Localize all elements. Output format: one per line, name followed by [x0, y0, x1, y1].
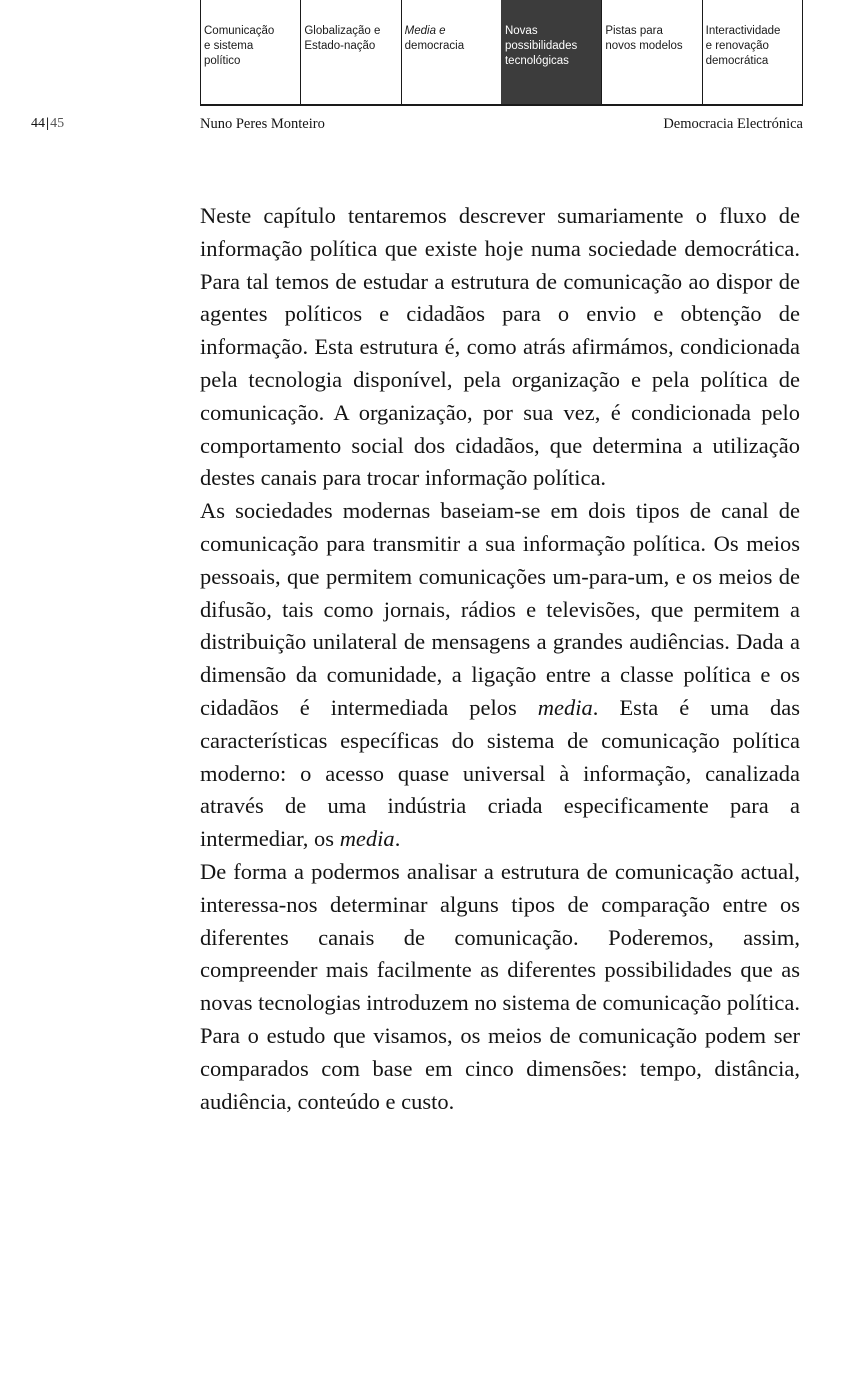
- paragraph-3: De forma a podermos analisar a estrutura de comunicação actual, interessa-nos determinar alguns tipos de comparação entre os diferentes canais de comunicação. Poderemos, assim, compreender mais facilmente as diferentes possibilidades que as novas tecnologias introduzem no sistema de comunicação política. Para o estudo que visamos, os meios de comunicação podem ser comparados com base em cinco dimensões: tempo, distância, audiência, conteúdo e custo.: [200, 858, 800, 1114]
- tab-label-line: Interactividade: [705, 25, 781, 37]
- tab-label-media: Media e: [404, 25, 446, 37]
- body-text: [200, 200, 800, 1118]
- chapter-tabs: [200, 0, 803, 106]
- tab-label-line: democracia: [404, 39, 465, 52]
- tab-label-line: novos modelos: [605, 39, 683, 52]
- paragraph-2-part-c: .: [394, 826, 401, 852]
- tab-label-line: possibilidades: [504, 39, 578, 52]
- tab-globalizacao-estado-nacao[interactable]: [300, 0, 400, 104]
- tab-media-democracia[interactable]: [401, 0, 501, 104]
- paragraph-2: [200, 495, 800, 856]
- page-number-right: 45: [50, 116, 65, 131]
- paragraph-2-part-a: As sociedades modernas baseiam-se em dois tipos de canal de comunicação para transmitir a sua informação política. Os meios pessoais, que permitem comunicações um-para-um, e os meios de difusão, tais como jornais, rádios e televisões, que permitem a distribuição unilateral de mensagens a grandes audiências. Dada a dimensão da comunidade, a ligação entre a classe política e os cidadãos é intermediada pelos: [200, 498, 800, 720]
- tab-label-line: Pistas para: [605, 25, 663, 37]
- tab-pistas-novos-modelos[interactable]: [601, 0, 701, 104]
- tab-label-line: e renovação: [705, 39, 769, 52]
- tab-label-line: Comunicação: [204, 25, 275, 37]
- tab-label-line: e sistema: [204, 39, 254, 52]
- page-number-separator: |: [46, 116, 50, 131]
- paragraph-2-part-b: . Esta é uma das características específicas do sistema de comunicação política moderno: o acesso quase universal à informação, canalizada através de uma indústria criada especificamente para a intermediar, os: [200, 694, 800, 852]
- running-header-title: Democracia Electrónica: [663, 116, 803, 132]
- tab-label-line: Globalização e: [304, 25, 381, 37]
- tab-label-line: [405, 24, 497, 39]
- tab-label-line: tecnológicas: [504, 54, 569, 67]
- tab-label-line: Novas: [504, 25, 538, 37]
- paragraph-1: Neste capítulo tentaremos descrever sumariamente o fluxo de informação política que existe hoje numa sociedade democrática. Para tal temos de estudar a estrutura de comunicação ao dispor de agentes políticos e cidadãos para o envio e obtenção de informação. Esta estrutura é, como atrás afirmámos, condicionada pela tecnologia disponível, pela organização e pela política de comunicação. A organização, por sua vez, é condicionada pelo comportamento social dos cidadãos, que determina a utilização destes canais para trocar informação política.: [200, 203, 800, 491]
- emphasis-media: media: [537, 694, 593, 720]
- emphasis-media: media: [339, 826, 395, 852]
- tab-interactividade-renovacao[interactable]: [702, 0, 803, 104]
- running-header-author: Nuno Peres Monteiro: [200, 116, 325, 132]
- tab-comunicacao-sistema-politico[interactable]: [200, 0, 300, 104]
- tab-novas-possibilidades-tecnologicas[interactable]: [501, 0, 601, 104]
- page-number-left: 44: [31, 116, 45, 131]
- page-numbers: [31, 116, 64, 132]
- tab-label-line: político: [204, 54, 241, 67]
- tab-label-line: Estado-nação: [304, 39, 376, 52]
- tab-label-line: democrática: [705, 54, 769, 67]
